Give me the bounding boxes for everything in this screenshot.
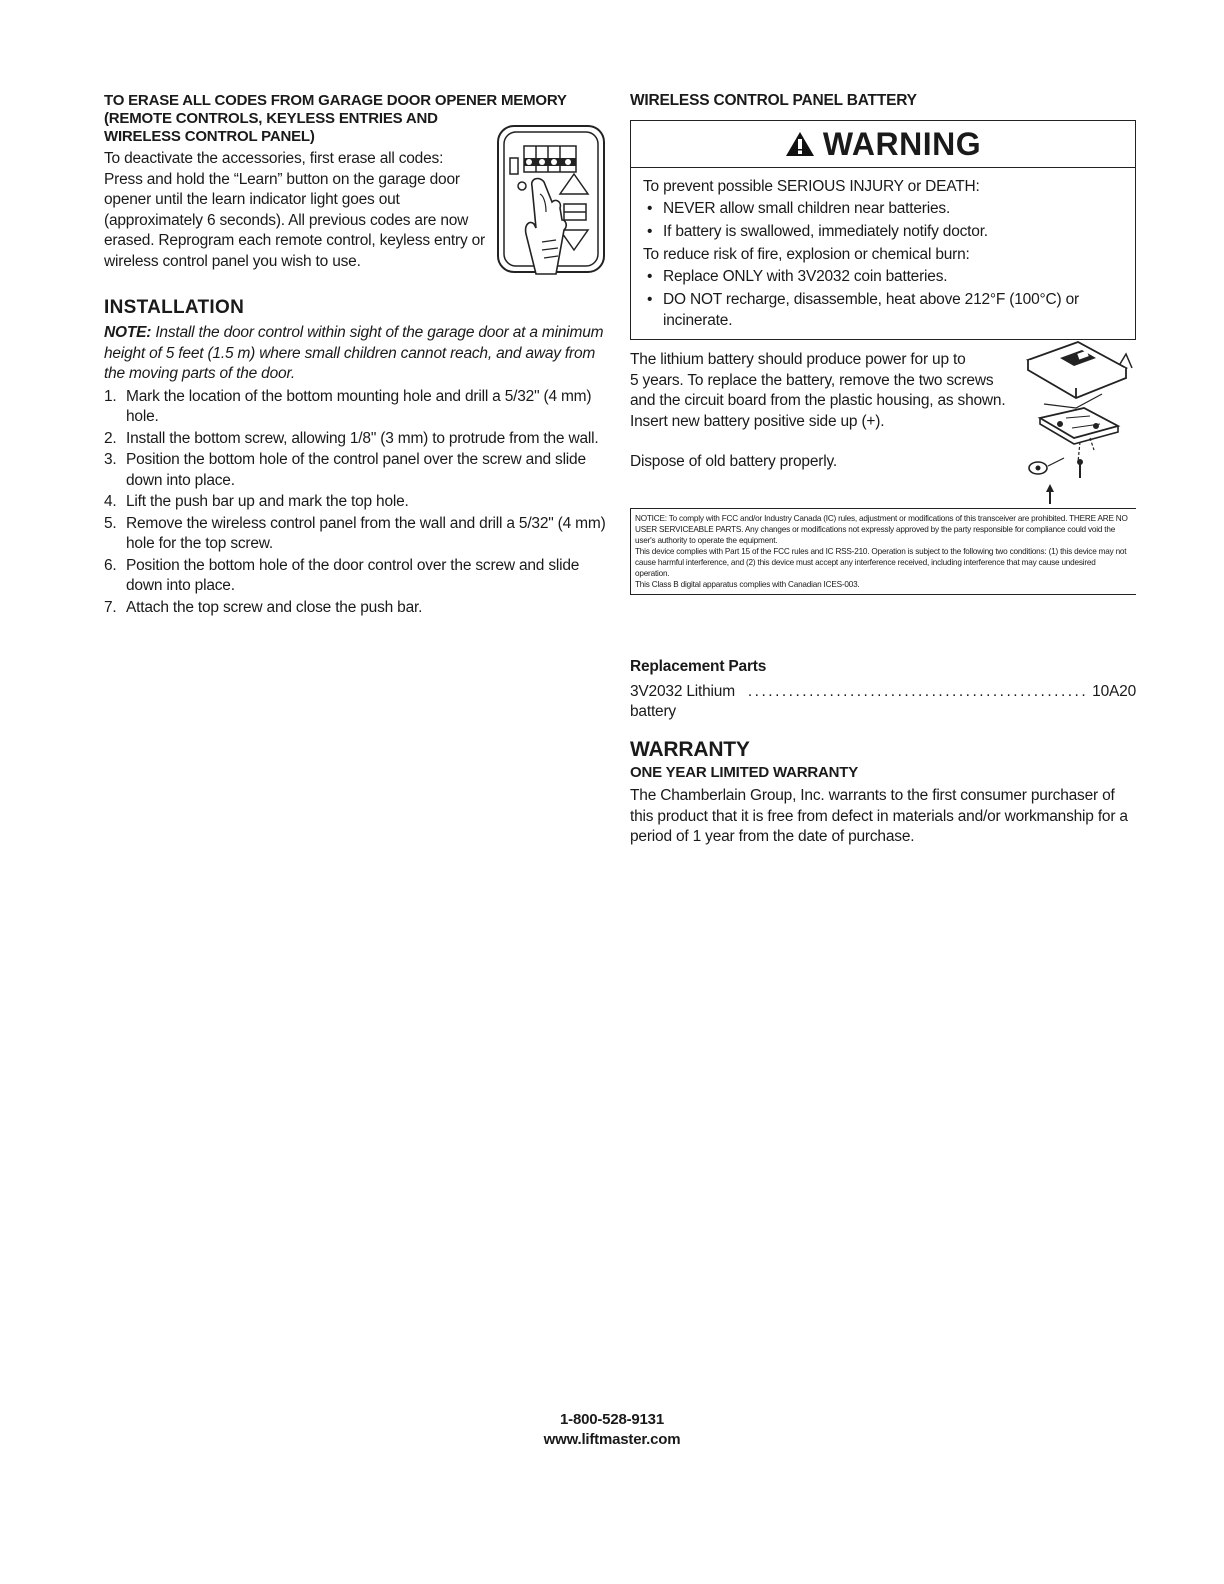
battery-line: The lithium battery should produce power for up to (630, 351, 966, 368)
list-item (104, 556, 612, 597)
warning-box (630, 120, 1136, 340)
erase-heading-line: (REMOTE CONTROLS, KEYLESS ENTRIES AND (104, 110, 438, 127)
step-number: 3. (104, 451, 117, 468)
replacement-parts-title: Replacement Parts (630, 658, 767, 675)
step-text: Remove the wireless control panel from the wall and drill a 5/32" (4 mm) hole for the top screw. (126, 514, 606, 552)
notice-paragraph: NOTICE: To comply with FCC and/or Industry Canada (IC) rules, adjustment or modifications of this transceiver are prohibited. THERE ARE NO USER SERVICEABLE PARTS. Any changes or modifications not expressly approved by the party responsible for compliance could void the user's authority to operate the equipment. (635, 514, 1128, 545)
battery-replacement-section (630, 350, 1136, 502)
battery-line: and the circuit board from the plastic housing, as shown. (630, 392, 1006, 409)
battery-line: Insert new battery positive side up (+). (630, 412, 885, 430)
list-item (104, 492, 612, 513)
step-text: Position the bottom hole of the control panel over the screw and slide down into place. (126, 451, 586, 489)
step-text: Lift the push bar up and mark the top hole. (126, 493, 409, 510)
replacement-part-row (630, 682, 1136, 722)
list-item (104, 387, 612, 428)
battery-heading: WIRELESS CONTROL PANEL BATTERY (630, 92, 917, 109)
list-item (104, 598, 612, 619)
dispose-text: Dispose of old battery properly. (630, 453, 837, 470)
warning-bullet: • DO NOT recharge, disassemble, heat above 212°F (100°C) or incinerate. (643, 289, 1125, 331)
part-name: 3V2032 Lithium battery (630, 683, 735, 720)
list-item (104, 450, 612, 491)
step-text: Install the bottom screw, allowing 1/8" (3 mm) to protrude from the wall. (126, 429, 599, 447)
warning-body (631, 168, 1135, 339)
erase-line: erased. Reprogram each remote control, keyless entry or (104, 232, 485, 249)
step-number: 4. (104, 493, 117, 510)
step-number: 5. (104, 514, 117, 532)
step-number: 6. (104, 556, 117, 574)
step-text: Position the bottom hole of the door control over the screw and slide down into place. (126, 556, 580, 594)
battery-replacement-illustration (1020, 338, 1138, 508)
notice-paragraph: This Class B digital apparatus complies with Canadian ICES-003. (635, 580, 860, 589)
note-text: Install the door control within sight of the garage door at a minimum height of 5 feet (1.5 m) where small children cannot reach, and away from the moving parts of the door. (104, 324, 604, 382)
warranty-body: The Chamberlain Group, Inc. warrants to the first consumer purchaser of this product that it is free from defect in materials and/or workmanship for a period of 1 year from the date of purchase. (630, 787, 1128, 845)
erase-heading-line: WIRELESS CONTROL PANEL) (104, 128, 315, 145)
warning-bullet: • Replace ONLY with 3V2032 coin batteries. (643, 266, 1125, 287)
erase-intro: To deactivate the accessories, first erase all codes: (104, 150, 444, 167)
warning-bullet: • If battery is swallowed, immediately notify doctor. (643, 221, 1125, 242)
erase-line: Press and hold the “Learn” button on the garage door (104, 170, 460, 188)
note-label: NOTE: (104, 324, 152, 341)
warning-header (631, 121, 1135, 168)
erase-line: opener until the learn indicator light goes out (104, 191, 400, 208)
list-item (104, 429, 612, 450)
fcc-notice (630, 508, 1136, 595)
step-text: Attach the top screw and close the push bar. (126, 598, 423, 616)
right-column (630, 92, 1136, 848)
step-number: 7. (104, 598, 117, 616)
warning-intro: To prevent possible SERIOUS INJURY or DEATH: (643, 178, 980, 195)
left-column (104, 92, 612, 619)
installation-steps (104, 387, 612, 619)
notice-paragraph: This device complies with Part 15 of the FCC rules and IC RSS-210. Operation is subject to the following two conditions: (1) this device may not cause harmful interference, and (2) this device must accept any interference received, including interference that may cause undesired operation. (635, 547, 1127, 578)
installation-note (104, 323, 612, 385)
installation-title: INSTALLATION (104, 297, 245, 318)
warning-intro: To reduce risk of fire, explosion or chemical burn: (643, 246, 970, 263)
warning-triangle-icon (785, 131, 815, 157)
warranty-title: WARRANTY (630, 738, 750, 761)
learn-button-illustration (496, 124, 608, 278)
phone-number: 1-800-528-9131 (560, 1411, 664, 1428)
step-number: 2. (104, 429, 117, 447)
website-url: www.liftmaster.com (543, 1431, 681, 1448)
battery-line: 5 years. To replace the battery, remove the two screws (630, 371, 994, 389)
erase-line: wireless control panel you wish to use. (104, 252, 361, 270)
leader-dots: .................................................. (747, 683, 1089, 700)
warning-word: WARNING (822, 125, 982, 162)
erase-heading-line: TO ERASE ALL CODES FROM GARAGE DOOR OPENER MEMORY (104, 92, 567, 109)
part-number: 10A20 (1092, 683, 1136, 700)
step-text: Mark the location of the bottom mounting hole and drill a 5/32" (4 mm) hole. (126, 387, 592, 425)
footer (0, 1410, 1224, 1450)
step-number: 1. (104, 387, 117, 405)
warranty-subtitle: ONE YEAR LIMITED WARRANTY (630, 764, 859, 781)
warning-bullet: • NEVER allow small children near batteries. (643, 198, 1125, 219)
list-item (104, 514, 612, 555)
erase-line: (approximately 6 seconds). All previous codes are now (104, 211, 469, 229)
